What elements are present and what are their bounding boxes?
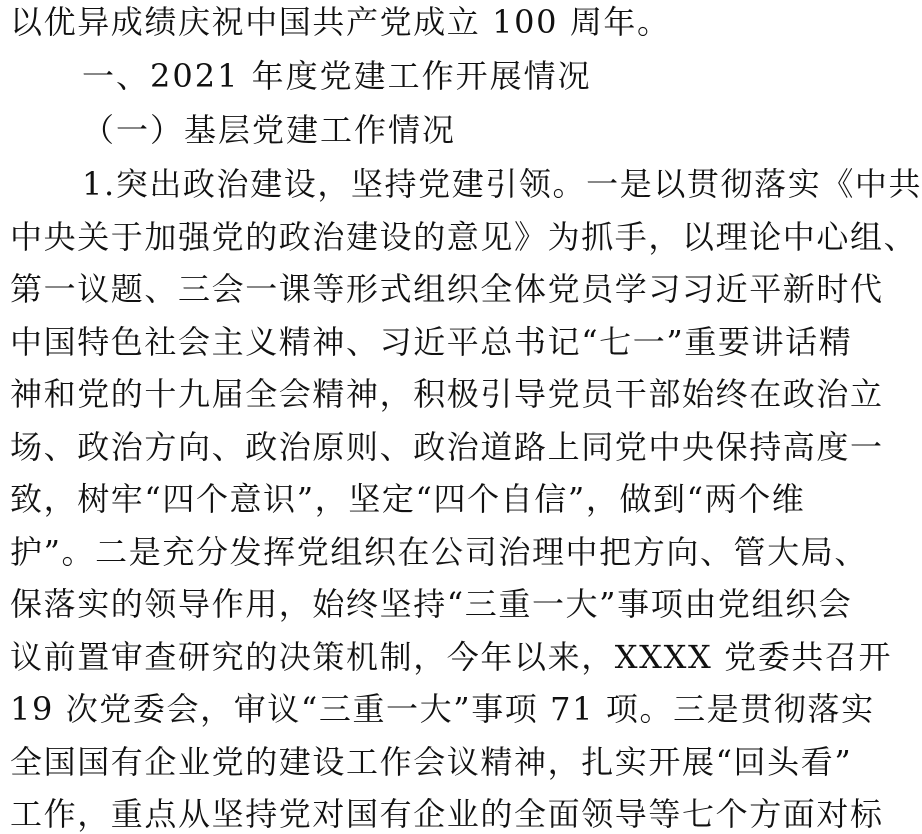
paragraph-line-2: 中央关于加强党的政治建设的意见》为抓手，以理论中心组、 <box>10 218 918 256</box>
paragraph-line-8: 护”。二是充分发挥党组织在公司治理中把方向、管大局、 <box>10 533 868 571</box>
paragraph-line-5: 神和党的十九届全会精神，积极引导党员干部始终在政治立 <box>10 375 884 413</box>
paragraph-line-11: 19 次党委会，审议“三重一大”事项 71 项。三是贯彻落实 <box>10 690 875 728</box>
paragraph-line-12: 全国国有企业党的建设工作会议精神，扎实开展“回头看” <box>10 743 853 781</box>
paragraph-line-9: 保落实的领导作用，始终坚持“三重一大”事项由党组织会 <box>10 585 853 623</box>
paragraph-line-3: 第一议题、三会一课等形式组织全体党员学习习近平新时代 <box>10 270 884 308</box>
paragraph-line-7: 致，树牢“四个意识”，坚定“四个自信”，做到“两个维 <box>10 480 806 518</box>
paragraph-line-4: 中国特色社会主义精神、习近平总书记“七一”重要讲话精 <box>10 323 853 361</box>
paragraph-line-13: 工作，重点从坚持党对国有企业的全面领导等七个方面对标 <box>10 795 884 833</box>
subsection-heading: （一）基层党建工作情况 <box>82 111 457 149</box>
paragraph-line-6: 场、政治方向、政治原则、政治道路上同党中央保持高度一 <box>10 428 884 466</box>
paragraph-line-1: 1.突出政治建设，坚持党建引领。一是以贯彻落实《中共 <box>82 165 922 203</box>
paragraph-line-10: 议前置审查研究的决策机制，今年以来，XXXX 党委共召开 <box>10 638 893 676</box>
section-heading: 一、2021 年度党建工作开展情况 <box>82 57 592 95</box>
text-line-1: 以优异成绩庆祝中国共产党成立 100 周年。 <box>10 3 671 41</box>
